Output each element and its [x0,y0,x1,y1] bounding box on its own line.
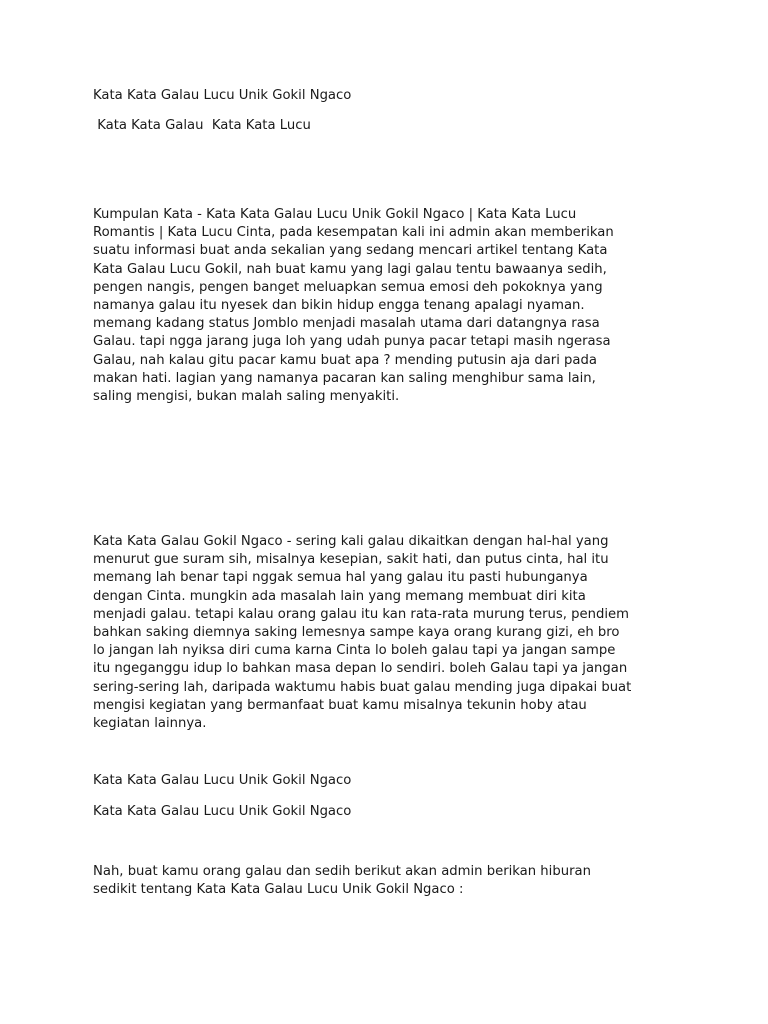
paragraph-line: namanya galau itu nyesek dan bikin hidup engga tenang apalagi nyaman. [93,298,585,314]
paragraph-line: sedikit tentang Kata Kata Galau Lucu Unik Gokil Ngaco : [93,882,464,898]
document-tags: Kata Kata Galau Kata Kata Lucu [93,118,311,133]
paragraph-line: itu ngeganggu idup lo bahkan masa depan lo sendiri. boleh Galau tapi ya jangan [93,661,628,677]
section-heading: Kata Kata Galau Lucu Unik Gokil Ngaco [93,804,352,819]
paragraph-line: sering-sering lah, daripada waktumu habis buat galau mending juga dipakai buat [93,679,632,695]
paragraph-line: memang kadang status Jomblo menjadi masalah utama dari datangnya rasa [93,316,600,332]
paragraph-line: Kumpulan Kata - Kata Kata Galau Lucu Unik Gokil Ngaco | Kata Kata Lucu [93,207,577,222]
paragraph-line: dengan Cinta. mungkin ada masalah lain yang memang membuat diri kita [93,588,586,604]
paragraph-line: mengisi kegiatan yang bermanfaat buat kamu misalnya tekunin hoby atau [93,697,587,713]
paragraph-line: Kata Galau Lucu Gokil, nah buat kamu yang lagi galau tentu bawaanya sedih, [93,261,607,277]
section-heading: Kata Kata Galau Lucu Unik Gokil Ngaco [93,773,352,788]
paragraph-line: suatu informasi buat anda sekalian yang sedang mencari artikel tentang Kata [93,243,608,259]
paragraph-line: Romantis | Kata Lucu Cinta, pada kesempatan kali ini admin akan memberikan [93,225,614,241]
paragraph-line: bahkan saking diemnya saking lemesnya sampe kaya orang kurang gizi, eh bro [93,625,620,641]
paragraph-line: menjadi galau. tetapi kalau orang galau itu kan rata-rata murung terus, pendiem [93,606,629,622]
paragraph-line: makan hati. lagian yang namanya pacaran kan saling menghibur sama lain, [93,370,596,386]
paragraph-line: Galau, nah kalau gitu pacar kamu buat apa ? mending putusin aja dari pada [93,352,597,368]
paragraph-line: menurut gue suram sih, misalnya kesepian, sakit hati, dan putus cinta, hal itu [93,552,609,568]
paragraph-line: kegiatan lainnya. [93,716,207,732]
paragraph-line: Kata Kata Galau Gokil Ngaco - sering kali galau dikaitkan dengan hal-hal yang [93,534,609,549]
paragraph-gokil [93,533,673,733]
paragraph-line: lo jangan lah nyiksa diri cuma karna Cinta lo boleh galau tapi ya jangan sampe [93,643,616,659]
paragraph-line: pengen nangis, pengen banget meluapkan semua emosi deh pokoknya yang [93,279,603,295]
paragraph-line: Nah, buat kamu orang galau dan sedih berikut akan admin berikan hiburan [93,864,591,879]
paragraph-line: Galau. tapi ngga jarang juga loh yang udah punya pacar tetapi masih ngerasa [93,334,611,350]
paragraph-closing [93,863,673,899]
document-title: Kata Kata Galau Lucu Unik Gokil Ngaco [93,88,352,103]
paragraph-line: memang lah benar tapi nggak semua hal yang galau itu pasti hubunganya [93,570,588,586]
paragraph-line: saling mengisi, bukan malah saling menyakiti. [93,389,400,405]
paragraph-intro [93,206,673,406]
